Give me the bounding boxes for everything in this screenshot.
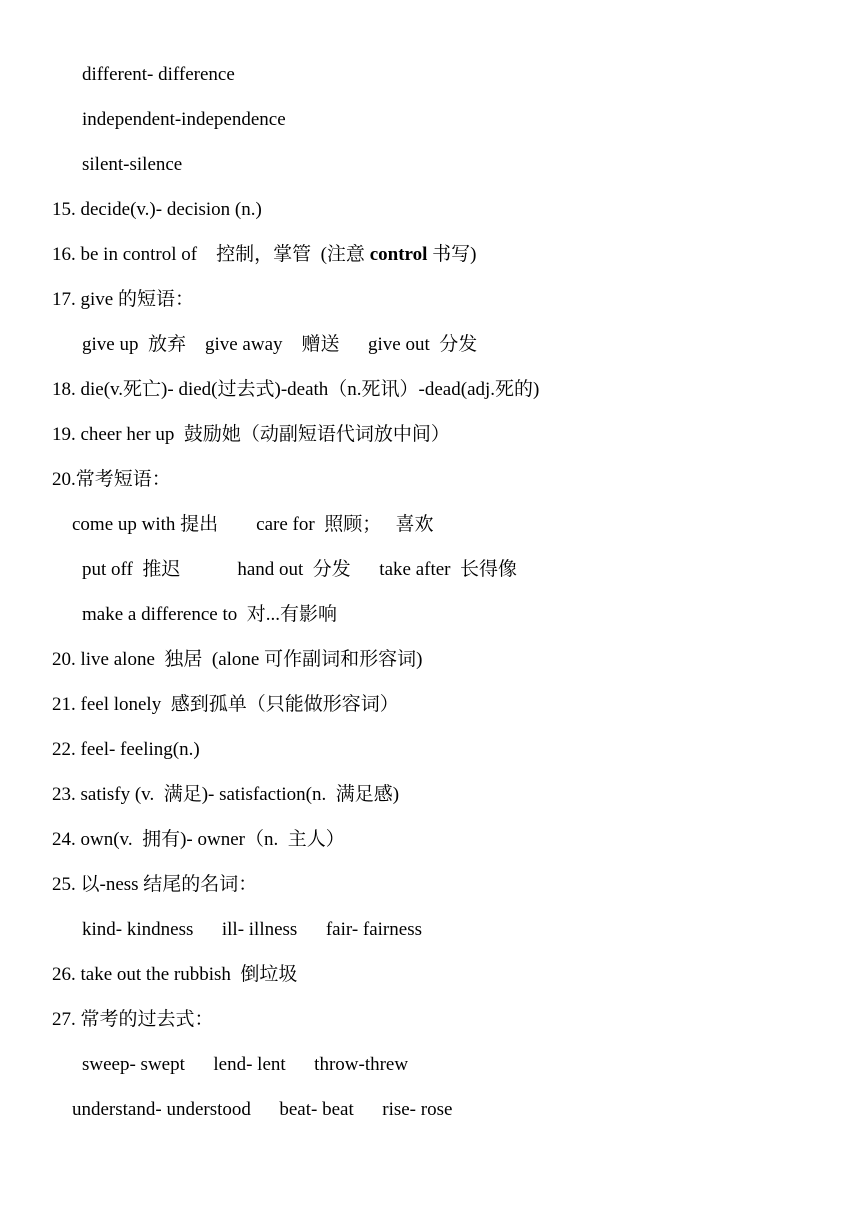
line-text: give up 放弃 give away 赠送 give out 分发 — [82, 334, 478, 355]
line-text: 26. take out the rubbish 倒垃圾 — [52, 964, 298, 985]
line-text: 24. own(v. 拥有)- owner（n. 主人） — [52, 829, 345, 850]
line-text: 20. live alone 独居 (alone 可作副词和形容词) — [52, 649, 423, 670]
numbered-item — [52, 1009, 214, 1031]
line-text: 18. die(v.死亡)- died(过去式)-death（n.死讯）-dead(adj.死的) — [52, 379, 540, 400]
word-pair-line — [72, 1099, 452, 1121]
line-text: understand- understood beat- beat rise- rose — [72, 1099, 453, 1120]
numbered-item — [52, 829, 345, 851]
numbered-item — [52, 649, 422, 671]
line-text: put off 推迟 hand out 分发 take after 长得像 — [82, 559, 517, 580]
numbered-item — [52, 199, 262, 221]
line-text: 23. satisfy (v. 满足)- satisfaction(n. 满足感) — [52, 784, 400, 805]
line-text: 20.常考短语： — [52, 469, 171, 490]
numbered-item — [52, 784, 399, 806]
line-text: 15. decide(v.)- decision (n.) — [52, 199, 262, 220]
phrase-line — [82, 334, 477, 356]
numbered-item — [52, 379, 539, 401]
phrase-line — [82, 559, 517, 581]
line-text: make a difference to 对...有影响 — [82, 604, 338, 625]
numbered-item — [52, 874, 257, 896]
line-text: 16. be in control of 控制，掌管 (注意 — [52, 244, 370, 265]
line-text: sweep- swept lend- lent throw-threw — [82, 1054, 409, 1075]
line-text: 27. 常考的过去式： — [52, 1009, 214, 1030]
line-text: 17. give 的短语： — [52, 289, 194, 310]
numbered-item — [52, 469, 171, 491]
numbered-item — [52, 694, 399, 716]
line-text: 19. cheer her up 鼓励她（动副短语代词放中间） — [52, 424, 450, 445]
line-text: 书写) — [427, 244, 477, 265]
numbered-item — [52, 964, 297, 986]
bold-text: control — [369, 244, 428, 265]
phrase-line — [72, 514, 433, 536]
numbered-item — [52, 739, 200, 761]
line-text: independent-independence — [82, 109, 286, 130]
numbered-item — [52, 424, 450, 446]
line-text: different- difference — [82, 64, 235, 85]
line-text: kind- kindness ill- illness fair- fairness — [82, 919, 422, 940]
numbered-item — [52, 244, 476, 266]
word-pair-line — [82, 154, 182, 176]
word-pair-line — [82, 919, 422, 941]
line-text: come up with 提出 care for 照顾； 喜欢 — [72, 514, 434, 535]
line-text: 25. 以-ness 结尾的名词： — [52, 874, 258, 895]
word-pair-line — [82, 1054, 408, 1076]
line-text: 22. feel- feeling(n.) — [52, 739, 200, 760]
line-text: silent-silence — [82, 154, 183, 175]
word-pair-line — [82, 64, 235, 86]
numbered-item — [52, 289, 194, 311]
line-text: 21. feel lonely 感到孤单（只能做形容词） — [52, 694, 399, 715]
word-pair-line — [82, 109, 286, 131]
phrase-line — [82, 604, 337, 626]
